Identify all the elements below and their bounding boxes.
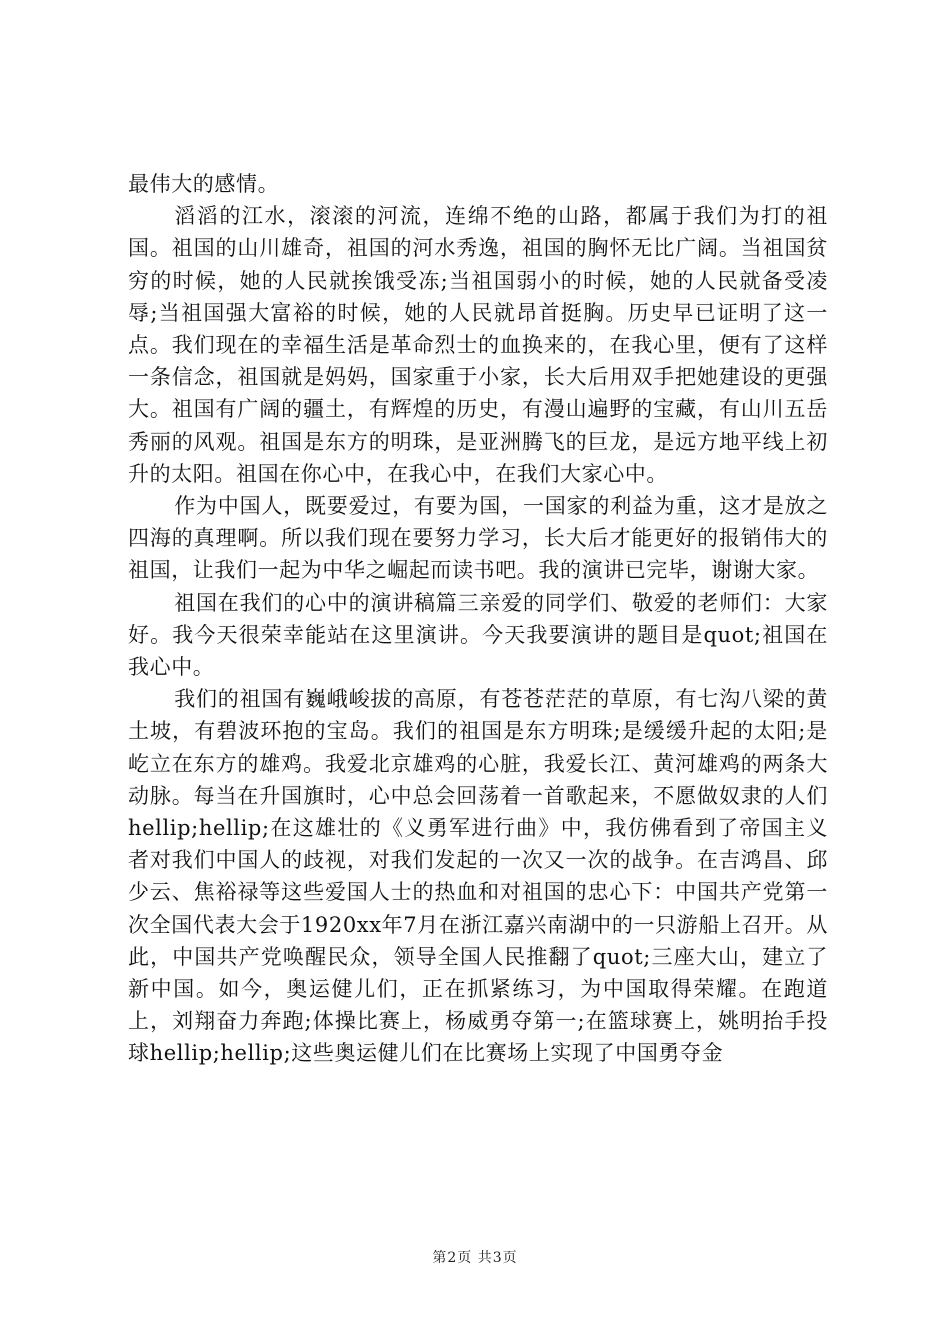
paragraph-1: 最伟大的感情。 xyxy=(128,172,280,196)
paragraph-2: 滔滔的江水，滚滚的河流，连绵不绝的山路，都属于我们为打的祖国。祖国的山川雄奇，祖国的河水秀逸，祖国的胸怀无比广阔。当祖国贫穷的时候，她的人民就挨饿受冻;当祖国弱小的时候，她的人民就备受凌辱;当祖国强大富裕的时候，她的人民就昂首挺胸。历史早已证明了这一点。我们现在的幸福生活是革命烈士的血换来的，在我心里，便有了这样一条信念，祖国就是妈妈，国家重于小家，长大后用双手把她建设的更强大。祖国有广阔的疆土，有辉煌的历史，有漫山遍野的宝藏，有山川五岳秀丽的风观。祖国是东方的明珠，是亚洲腾飞的巨龙，是远方地平线上初升的太阳。祖国在你心中，在我心中，在我们大家心中。 xyxy=(128,204,828,486)
page-number-footer: 第2页 共3页 xyxy=(432,1250,518,1266)
paragraph-4: 祖国在我们的心中的演讲稿篇三亲爱的同学们、敬爱的老师们：大家好。我今天很荣幸能站在这里演讲。今天我要演讲的题目是quot;祖国在我心中。 xyxy=(128,590,828,680)
document-body xyxy=(128,168,828,1070)
paragraph-5: 我们的祖国有巍峨峻拔的高原，有苍苍茫茫的草原，有七沟八梁的黄土坡，有碧波环抱的宝岛。我们的祖国是东方明珠;是缓缓升起的太阳;是屹立在东方的雄鸡。我爱北京雄鸡的心脏，我爱长江、黄河雄鸡的两条大动脉。每当在升国旗时，心中总会回荡着一首歌起来，不愿做奴隶的人们hellip;hellip;在这雄壮的《义勇军进行曲》中，我仿佛看到了帝国主义者对我们中国人的歧视，对我们发起的一次又一次的战争。在吉鸿昌、邱少云、焦裕禄等这些爱国人士的热血和对祖国的忠心下：中国共产党第一次全国代表大会于1920xx年7月在浙江嘉兴南湖中的一只游船上召开。从此，中国共产党唤醒民众，领导全国人民推翻了quot;三座大山，建立了新中国。如今，奥运健儿们，正在抓紧练习，为中国取得荣耀。在跑道上，刘翔奋力奔跑;体操比赛上，杨威勇夺第一;在篮球赛上，姚明抬手投球hellip;hellip;这些奥运健儿们在比赛场上实现了中国勇夺金 xyxy=(128,687,828,1066)
paragraph-3: 作为中国人，既要爱过，有要为国，一国家的利益为重，这才是放之四海的真理啊。所以我们现在要努力学习，长大后才能更好的报销伟大的祖国，让我们一起为中华之崛起而读书吧。我的演讲已完毕，谢谢大家。 xyxy=(128,494,828,583)
